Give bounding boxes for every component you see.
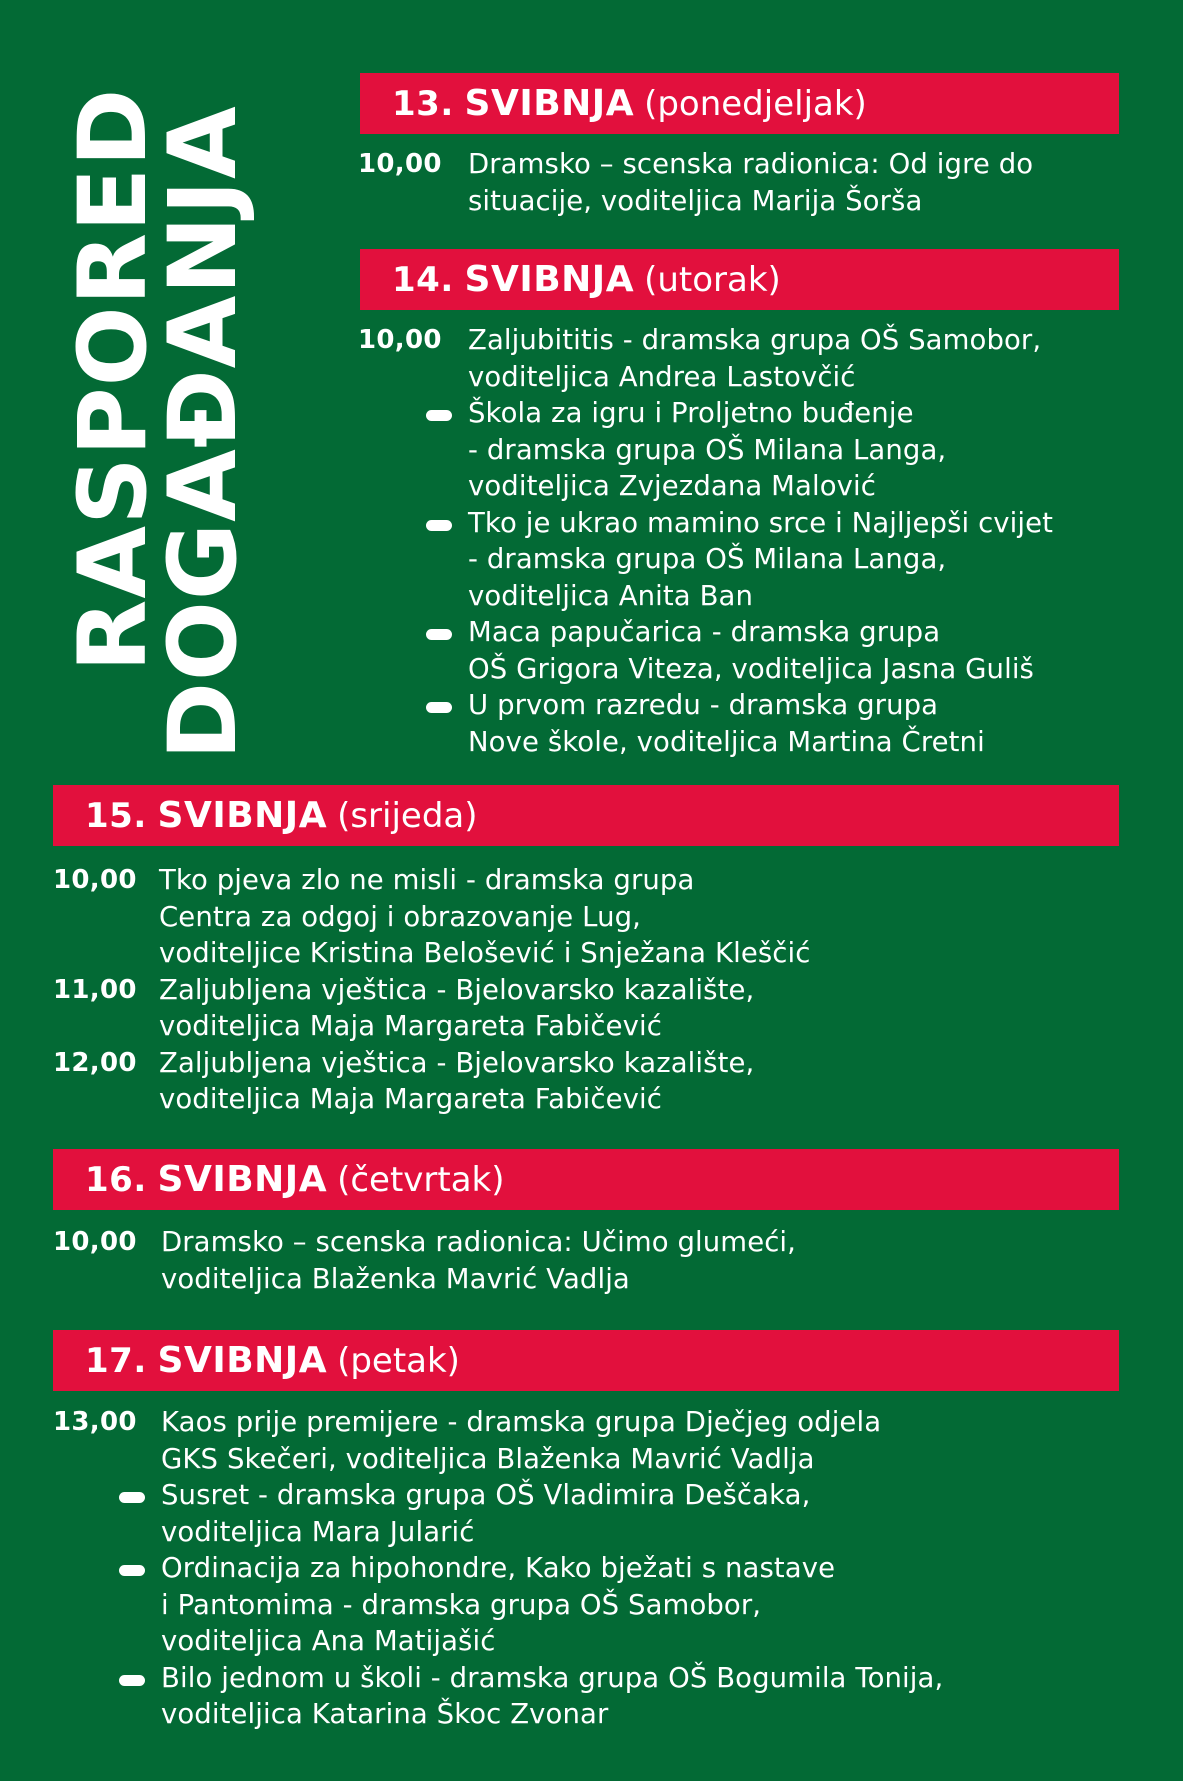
entry-text: Tko je ukrao mamino srce i Najljepši cvijet - dramska grupa OŠ Milana Langa, voditeljica Anita Ban [468, 506, 1054, 612]
title-line-1: RASPORED [59, 87, 168, 672]
entry-text: Susret - dramska grupa OŠ Vladimira Deščaka, voditeljica Mara Jularić [161, 1479, 811, 1548]
day-month: SVIBNJA [157, 795, 328, 836]
day-header-13 [360, 73, 1119, 134]
day-month: SVIBNJA [157, 1340, 328, 1381]
entry-time: 10,00 [53, 865, 137, 895]
entry-text: Maca papučarica - dramska grupa OŠ Grigora Viteza, voditeljica Jasna Guliš [468, 616, 1034, 685]
entry-text: Zaljubljena vještica - Bjelovarsko kazalište, voditeljica Maja Margareta Fabičević [159, 1046, 755, 1115]
schedule-entry [358, 505, 1158, 615]
entry-time: 10,00 [358, 149, 442, 179]
day-entries-16 [53, 1224, 1153, 1297]
schedule-entry [358, 614, 1158, 687]
bullet-icon [119, 1675, 145, 1686]
schedule-entry [53, 1477, 1153, 1550]
day-header-17 [53, 1330, 1119, 1391]
schedule-entry [53, 1550, 1153, 1660]
schedule-entry [53, 862, 1153, 972]
schedule-entry [53, 1045, 1153, 1118]
day-weekday: (ponedjeljak) [644, 83, 867, 124]
day-date: 17. [85, 1340, 147, 1381]
entry-text: Dramsko – scenska radionica: Od igre do situacije, voditeljica Marija Šorša [468, 148, 1034, 217]
day-entries-14 [358, 322, 1158, 760]
entry-text: Ordinacija za hipohondre, Kako bježati s nastave i Pantomima - dramska grupa OŠ Samobor, voditeljica Ana Matijašić [161, 1552, 836, 1657]
day-month: SVIBNJA [464, 83, 635, 124]
day-weekday: (četvrtak) [337, 1159, 505, 1200]
day-date: 15. [85, 795, 147, 836]
day-entries-15 [53, 862, 1153, 1118]
day-month: SVIBNJA [157, 1159, 328, 1200]
bullet-icon [426, 702, 452, 713]
entry-text: Kaos prije premijere - dramska grupa Dječjeg odjela GKS Skečeri, voditeljica Blaženka Mavrić Vadlja [161, 1406, 882, 1475]
schedule-entry [358, 322, 1158, 395]
bullet-icon [426, 410, 452, 421]
day-date: 14. [392, 259, 454, 300]
schedule-entry [53, 1404, 1153, 1477]
day-weekday: (utorak) [644, 259, 781, 300]
entry-time: 13,00 [53, 1407, 137, 1437]
day-header-16 [53, 1149, 1119, 1210]
day-header-14 [360, 249, 1119, 310]
bullet-icon [426, 520, 452, 531]
schedule-entry [358, 687, 1158, 760]
bullet-icon [426, 629, 452, 640]
schedule-entry [358, 395, 1158, 505]
entry-text: Dramsko – scenska radionica: Učimo glumeći, voditeljica Blaženka Mavrić Vadlja [161, 1226, 797, 1295]
entry-text: Zaljubljena vještica - Bjelovarsko kazalište, voditeljica Maja Margareta Fabičević [159, 973, 755, 1042]
bullet-icon [119, 1492, 145, 1503]
day-entries-17 [53, 1404, 1153, 1733]
day-entries-13 [358, 146, 1138, 219]
schedule-entry [358, 146, 1138, 219]
schedule-entry [53, 1660, 1153, 1733]
entry-text: Tko pjeva zlo ne misli - dramska grupa Centra za odgoj i obrazovanje Lug, voditeljice Kristina Belošević i Snježana Kleščić [159, 864, 811, 969]
entry-time: 10,00 [53, 1227, 137, 1257]
day-header-15 [53, 785, 1119, 846]
entry-text: Zaljubititis - dramska grupa OŠ Samobor, voditeljica Andrea Lastovčić [468, 324, 1042, 393]
entry-text: Bilo jednom u školi - dramska grupa OŠ Bogumila Tonija, voditeljica Katarina Škoc Zvonar [161, 1661, 944, 1730]
day-weekday: (petak) [337, 1340, 460, 1381]
schedule-entry [53, 1224, 1153, 1297]
schedule-entry [53, 972, 1153, 1045]
day-month: SVIBNJA [464, 259, 635, 300]
entry-text: U prvom razredu - dramska grupa Nove škole, voditeljica Martina Čretni [468, 689, 985, 758]
entry-time: 11,00 [53, 974, 137, 1005]
entry-text: Škola za igru i Proljetno buđenje - dramska grupa OŠ Milana Langa, voditeljica Zvjezdana Malović [468, 397, 947, 502]
bullet-icon [119, 1565, 145, 1576]
entry-time: 12,00 [53, 1047, 137, 1078]
title-line-2: DOGAĐANJA [149, 105, 258, 760]
day-date: 13. [392, 83, 454, 124]
day-date: 16. [85, 1159, 147, 1200]
day-weekday: (srijeda) [337, 795, 478, 836]
entry-time: 10,00 [358, 325, 442, 355]
